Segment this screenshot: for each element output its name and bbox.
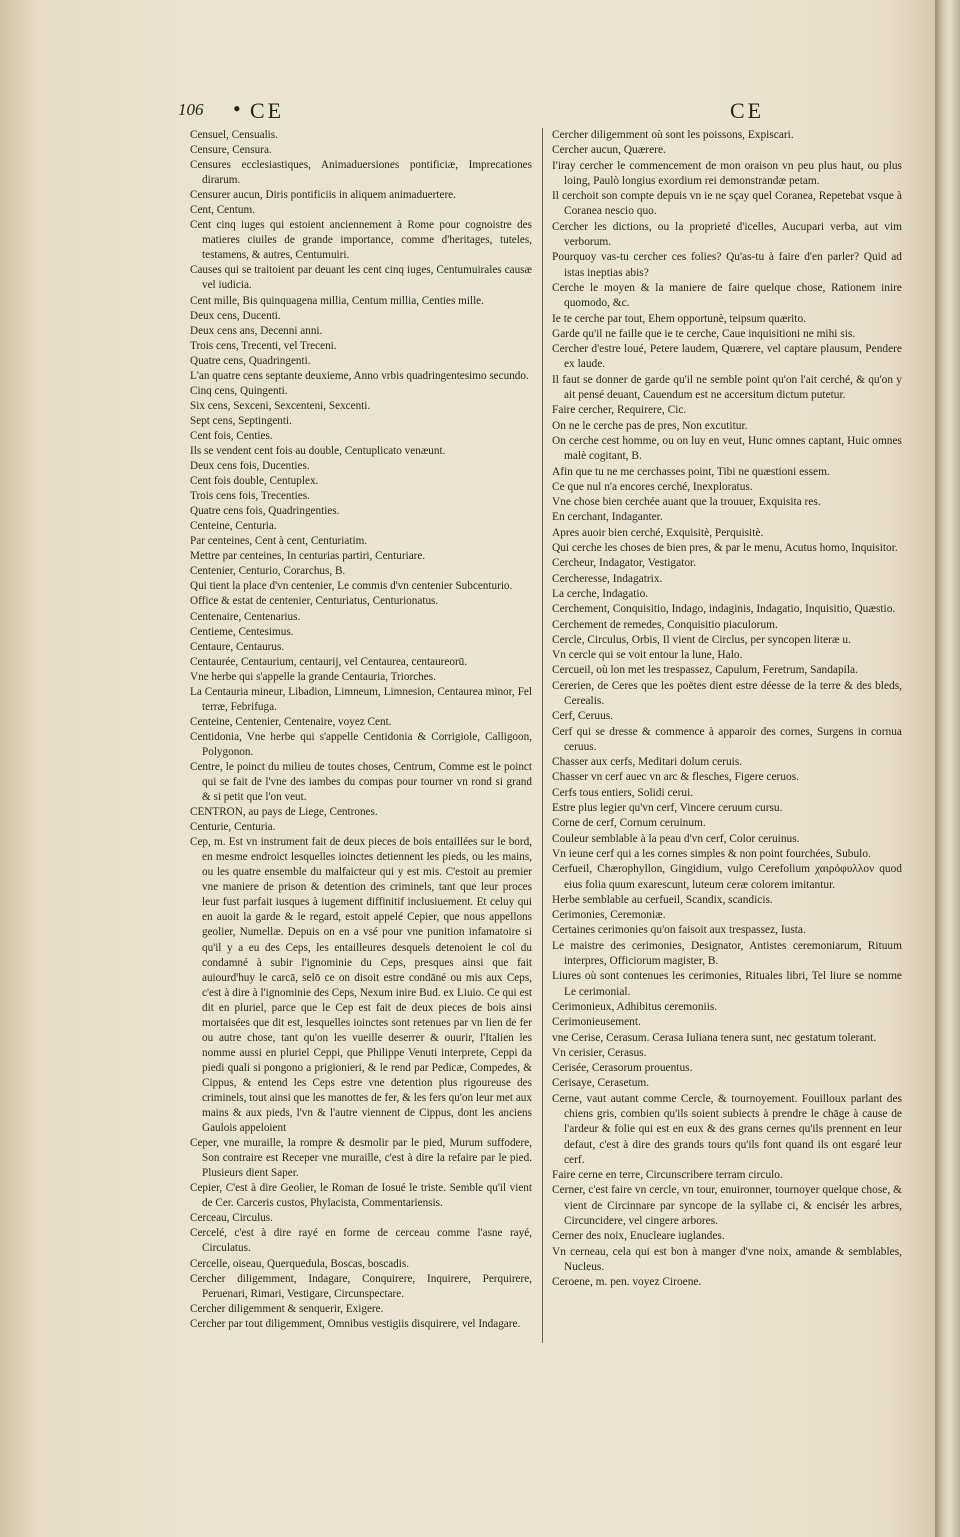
dictionary-entry: Cent fois, Centies. [190, 429, 273, 442]
dictionary-entry: Causes qui se traitoient par deuant les cent cinq iuges, Centumuirales causæ vel iudicia. [190, 264, 532, 292]
dictionary-entry: Herbe semblable au cerfueil, Scandix, scandicis. [552, 893, 773, 906]
dictionary-entry: vne Cerise, Cerasum. Cerasa Iuliana tenera sunt, nec gestatum tolerant. [552, 1031, 877, 1044]
dictionary-entry: Cercher par tout diligemment, Omnibus vestigiis disquirere, vel Indagare. [190, 1317, 521, 1330]
dictionary-entry: Censuel, Censualis. [190, 129, 278, 141]
dictionary-entry: Faire cercher, Requirere, Cic. [552, 404, 687, 417]
dictionary-entry: Cerchement, Conquisitio, Indago, indaginis, Indagatio, Inquisitio, Quæstio. [552, 603, 896, 616]
dictionary-entry: Cercheur, Indagator, Vestigator. [552, 557, 697, 570]
dictionary-entry: Par centeines, Cent à cent, Centuriatim. [190, 535, 368, 548]
dictionary-entry: Corne de cerf, Cornum ceruinum. [552, 817, 706, 830]
dictionary-entry: Chasser aux cerfs, Meditari dolum ceruis. [552, 756, 743, 769]
dictionary-entry: Cerfs tous entiers, Solidi cerui. [552, 786, 694, 799]
dictionary-entry: Afin que tu ne me cerchasses point, Tibi ne quæstioni essem. [552, 465, 830, 478]
dictionary-entry: Six cens, Sexceni, Sexcenteni, Sexcenti. [190, 399, 371, 412]
dictionary-entry: Cerche le moyen & la maniere de faire quelque chose, Rationem inire quomodo, &c. [552, 281, 902, 310]
dictionary-entry: Il faut se donner de garde qu'il ne semble point qu'on l'ait cerché, & qu'on y ait pensé deuant, Cauendum est ne accersitum dictum putetur. [552, 373, 902, 402]
dictionary-entry: Cerimonieusement. [552, 1016, 641, 1029]
dictionary-entry: Censurer aucun, Diris pontificiis in aliquem animaduertere. [190, 189, 456, 202]
dictionary-entry: Faire cerne en terre, Circunscribere terram circulo. [552, 1169, 783, 1182]
dictionary-entry: Centaurée, Centaurium, centaurij, vel Centaurea, centaureorū. [190, 655, 468, 668]
header-dot-ornament: • [233, 96, 241, 121]
page-number: 106 [178, 100, 204, 119]
dictionary-entry: Cercelle, oiseau, Querquedula, Boscas, boscadis. [190, 1257, 410, 1270]
dictionary-entry: Cercher diligemment & senquerir, Exigere. [190, 1302, 384, 1315]
dictionary-entry: La Centauria mineur, Libadion, Limneum, Limnesion, Centaurea minor, Fel terræ, Febrifuga. [190, 685, 532, 713]
dictionary-entry: Chasser vn cerf auec vn arc & flesches, Figere ceruos. [552, 771, 800, 784]
dictionary-entry: L'an quatre cens septante deuxieme, Anno vrbis quadringentesimo secundo. [190, 369, 529, 382]
dictionary-entry: Cererien, de Ceres que les poëtes dient estre déesse de la terre & des bleds, Cerealis. [552, 679, 902, 707]
dictionary-entry: Cerne, vaut autant comme Cercle, & tournoyement. Fouilloux parlant des chiens gris, combien qu'ils soient subiects à prendre le chāge à cause de l'ardeur & folie qui est en eux & des grans cernes qu'ils prennent en leur defaut, c'est à dire des grands tours qu'ils font quand ils ont esgaré leur cerf. [552, 1092, 902, 1166]
dictionary-entry: CENTRON, au pays de Liege, Centrones. [190, 806, 378, 819]
dictionary-entry: Cercher d'estre loué, Petere laudem, Quærere, vel captare plausum, Pendere ex laude. [552, 343, 902, 371]
dictionary-entry: On ne le cerche pas de pres, Non excutitur. [552, 419, 748, 432]
dictionary-entry: Ils se vendent cent fois au double, Centuplicato venæunt. [190, 444, 446, 457]
running-head-left: CE [250, 98, 285, 123]
dictionary-entry: Il cerchoit son compte depuis vn ie ne sçay quel Coranea, Repetebat vsque à Coranea nescio quo. [552, 190, 902, 218]
dictionary-entry: Centre, le poinct du milieu de toutes choses, Centrum, Comme est le poinct qui se fait de l'vne des iambes du compas pour tourner vn rond si grand & si petit que l'on veut. [190, 760, 532, 804]
page-header [178, 98, 898, 126]
page-edge [935, 0, 960, 1537]
dictionary-entry: Cercher aucun, Quærere. [552, 144, 666, 157]
dictionary-entry: Apres auoir bien cerché, Exquisitè, Perquisitè. [552, 526, 764, 539]
dictionary-entry: Centurie, Centuria. [190, 821, 276, 834]
dictionary-entry: Centenier, Centurio, Corarchus, B. [190, 565, 346, 578]
dictionary-entry: Pourquoy vas-tu cercher ces folies? Qu'as-tu à faire d'en parler? Quid ad istas ineptias abis? [552, 251, 902, 279]
dictionary-entry: Cerimonieux, Adhibitus ceremoniis. [552, 1000, 718, 1013]
dictionary-entry: Vn ieune cerf qui a les cornes simples & non point fourchées, Subulo. [552, 847, 871, 860]
dictionary-entry: Cercelé, c'est à dire rayé en forme de cerceau comme l'asne rayé, Circulatus. [190, 1227, 532, 1255]
column-divider [542, 128, 543, 1343]
dictionary-entry: Deux cens ans, Decenni anni. [190, 324, 323, 337]
dictionary-entry: Ceroene, m. pen. voyez Ciroene. [552, 1276, 702, 1289]
dictionary-entry: Le maistre des cerimonies, Designator, Antistes ceremoniarum, Rituum interpres, Officiorum magister, B. [552, 939, 902, 968]
dictionary-entry: Quatre cens fois, Quadringenties. [190, 505, 340, 518]
dictionary-entry: Cerf, Ceruus. [552, 710, 614, 723]
dictionary-entry: Centeine, Centenier, Centenaire, voyez Cent. [190, 715, 392, 728]
dictionary-entry: Vne chose bien cerchée auant que la trouuer, Exquisita res. [552, 496, 821, 509]
dictionary-entry: Ceper, vne muraille, la rompre & desmolir par le pied, Murum suffodere, Son contraire est Receper vne muraille, c'est à dire la refaire par le pied. Plusieurs dient Saper. [190, 1137, 532, 1180]
dictionary-entry: Garde qu'il ne faille que ie te cerche, Caue inquisitioni ne mihi sis. [552, 327, 856, 340]
dictionary-entry: Ce que nul n'a encores cerché, Inexploratus. [552, 480, 753, 493]
dictionary-entry: Cerner, c'est faire vn cercle, vn tour, enuironner, tournoyer quelque chose, & vient de Circinnare par syncope de la syllabe ci, & encisér les arbres, Circuncidere, vel cingere arbores. [552, 1184, 902, 1228]
dictionary-entry: Quatre cens, Quadringenti. [190, 354, 311, 367]
dictionary-entry: Cerner des noix, Enucleare iuglandes. [552, 1230, 725, 1243]
dictionary-entry: Mettre par centeines, In centurias partiri, Centuriare. [190, 550, 426, 563]
dictionary-entry: Couleur semblable à la peau d'vn cerf, Color ceruinus. [552, 832, 800, 845]
dictionary-entry: Cent, Centum. [190, 204, 255, 217]
dictionary-entry: Liures où sont contenues les cerimonies, Rituales libri, Tel liure se nomme Le cerimonial. [552, 970, 902, 998]
dictionary-entry: Vn cerneau, cela qui est bon à manger d'vne noix, amande & semblables, Nucleus. [552, 1245, 902, 1273]
running-head-right: CE [730, 98, 765, 123]
dictionary-entry: Cent cinq iuges qui estoient anciennement à Rome pour cognoistre des matieres ciuiles de grande importance, comme d'heritages, tuteles, testamens, & autres, Centumuiri. [190, 219, 532, 262]
dictionary-entry: Estre plus legier qu'vn cerf, Vincere ceruum cursu. [552, 802, 783, 815]
dictionary-entry: Vn cercle qui se voit entour la lune, Halo. [552, 649, 743, 662]
dictionary-entry: Cercher diligemment où sont les poissons, Expiscari. [552, 129, 794, 141]
dictionary-entry: Trois cens, Trecenti, vel Treceni. [190, 339, 337, 352]
dictionary-entry: Ie te cerche par tout, Ehem opportunè, teipsum quærito. [552, 312, 806, 325]
dictionary-entry: Cerisaye, Cerasetum. [552, 1077, 650, 1090]
dictionary-entry: Cercle, Circulus, Orbis, Il vient de Circlus, per syncopen literæ u. [552, 633, 851, 646]
dictionary-entry: Cerchement de remedes, Conquisitio piaculorum. [552, 618, 778, 631]
dictionary-entry: Censures ecclesiastiques, Animaduersiones pontificiæ, Imprecationes dirarum. [190, 159, 532, 187]
dictionary-entry: Deux cens, Ducenti. [190, 309, 281, 322]
dictionary-entry: Cep, m. Est vn instrument fait de deux pieces de bois entaillées sur le bord, en mesme endroict lesquelles ioinctes detiennent les pieds, ou les mains, ou les quatre ensemble du malfaicteur qui y est mis. C'estoit au premier vne maniere de prison & detention des criminels, tant que leur proces leur fust parfait iusques à iugement diffinitif inclusiuement. Et celuy qui en auoit la garde & le regard, estoit appelé Cepier, que nous appellons geolier, Numellæ. Depuis on en a vsé pour vne punition infamatoire si qu'il y a eu des Ceps, les entailleures desquels detenoient le col du condamné à subir l'ignominie du Ceps, presques ainsi que fait auiourd'huy le carcā, selō ce on disoit estre condāné ou mis aux Ceps, c'est à dire à l'ignominie des Ceps, Nexum inire Bud. ex Liuio. Ce qui est dit en pluriel, parce que le Cep est fait de deux pieces de bois ainsi mortaisées que dit est, lesquelles ioinctes sont retenues par vn lien de fer ou autre chose, tant qu'on les vueille deserrer & ouurir, l'Italien les nomme aussi en pluriel Ceppi, que Philippe Venuti interprete, Ceppi da piedi quali si pongono a prigionieri, & le rend par Pedicæ, Compedes, & Cippus, & entend les Ceps estre vne detention plus rigoureuse des criminels, tout ainsi que les manottes de fer, & les fers qu'on leur met aux mains & aux pieds, l'vn & l'autre viennent de Cippus, dont les anciens Gaulois appeloient [190, 836, 532, 1135]
dictionary-entry: Centenaire, Centenarius. [190, 610, 301, 623]
dictionary-entry: Cercher diligemment, Indagare, Conquirere, Inquirere, Perquirere, Peruenari, Rimari, Vestigare, Circunspectare. [190, 1272, 532, 1300]
dictionary-entry: Cinq cens, Quingenti. [190, 384, 288, 397]
dictionary-entry: Cercheresse, Indagatrix. [552, 572, 663, 585]
dictionary-entry: Centeine, Centuria. [190, 520, 277, 533]
dictionary-entry: Sept cens, Septingenti. [190, 414, 292, 427]
dictionary-entry: I'iray cercher le commencement de mon oraison vn peu plus haut, ou plus loing, Paulò longius exordium rei demonstrandæ petam. [552, 159, 902, 187]
dictionary-entry: Centieme, Centesimus. [190, 625, 294, 638]
dictionary-entry: Trois cens fois, Trecenties. [190, 490, 310, 503]
dictionary-entry: Cerfueil, Chærophyllon, Gingidium, vulgo Cerefolium χαιρόφυλλον quod eius folia quum exarescunt, luteum ceræ colorem imitantur. [552, 863, 902, 891]
dictionary-entry: Cercueil, où lon met les trespassez, Capulum, Feretrum, Sandapila. [552, 664, 858, 677]
left-column [190, 128, 532, 1332]
dictionary-entry: Centidonia, Vne herbe qui s'appelle Centidonia & Corrigiole, Calligoon, Polygonon. [190, 730, 532, 758]
dictionary-entry: Qui cerche les choses de bien pres, & par le menu, Acutus homo, Inquisitor. [552, 542, 898, 555]
dictionary-entry: En cerchant, Indaganter. [552, 511, 663, 524]
dictionary-entry: Cerceau, Circulus. [190, 1212, 273, 1225]
right-column [552, 128, 902, 1291]
dictionary-entry: Qui tient la place d'vn centenier, Le commis d'vn centenier Subcenturio. [190, 580, 513, 593]
dictionary-entry: Cerisée, Cerasorum prouentus. [552, 1062, 693, 1075]
dictionary-entry: Censure, Censura. [190, 144, 272, 157]
dictionary-entry: Cerimonies, Ceremoniæ. [552, 909, 666, 922]
dictionary-entry: Office & estat de centenier, Centuriatus, Centurionatus. [190, 595, 439, 608]
dictionary-entry: Centaure, Centaurus. [190, 640, 285, 653]
dictionary-entry: Cent fois double, Centuplex. [190, 475, 319, 488]
dictionary-entry: Vne herbe qui s'appelle la grande Centauria, Triorches. [190, 670, 436, 683]
dictionary-entry: Cent mille, Bis quinquagena millia, Centum millia, Centies mille. [190, 294, 484, 307]
dictionary-entry: Cercher les dictions, ou la proprieté d'icelles, Aucupari verba, aut vim verborum. [552, 220, 902, 249]
dictionary-entry: Vn cerisier, Cerasus. [552, 1046, 647, 1059]
dictionary-entry: Certaines cerimonies qu'on faisoit aux trespassez, Iusta. [552, 924, 806, 937]
dictionary-entry: Cepier, C'est à dire Geolier, le Roman de Iosué le triste. Semble qu'il vient de Cer. Carceris custos, Phylacista, Commentariensis. [190, 1182, 532, 1210]
dictionary-entry: On cerche cest homme, ou on luy en veut, Hunc omnes captant, Huic omnes malè cogitant, B. [552, 434, 902, 463]
dictionary-entry: Cerf qui se dresse & commence à apparoir des cornes, Surgens in cornua ceruus. [552, 725, 902, 753]
dictionary-entry: Deux cens fois, Ducenties. [190, 460, 310, 473]
dictionary-entry: La cerche, Indagatio. [552, 587, 649, 600]
